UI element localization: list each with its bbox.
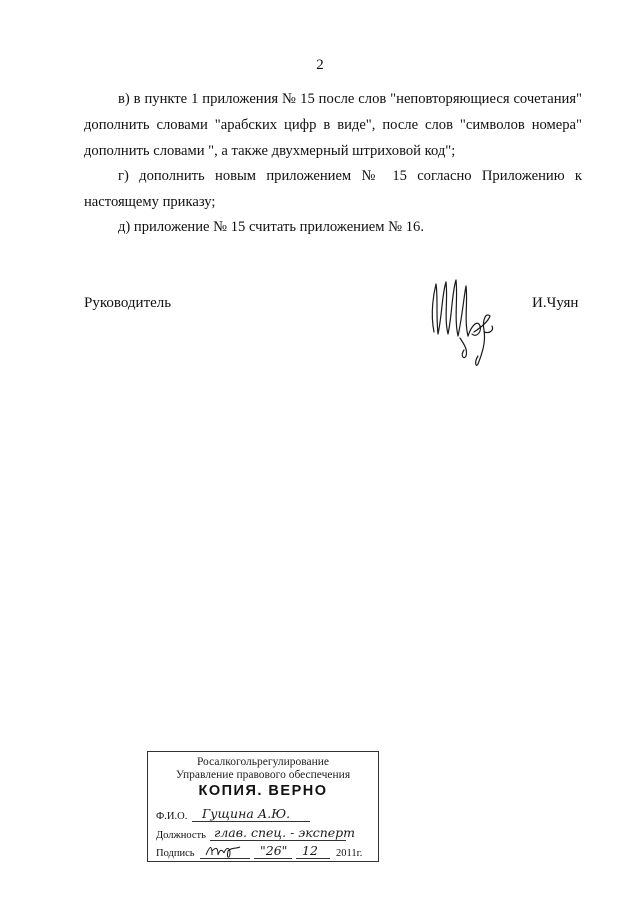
stamp-position-value: глав. спец. - эксперт: [214, 825, 356, 840]
handwritten-signature: [420, 272, 502, 370]
paragraph-d: [84, 214, 582, 240]
stamp-date-month: 12: [302, 843, 318, 858]
stamp-org-line1: Росалкогольрегулирование: [196, 756, 330, 768]
stamp-heading: КОПИЯ. ВЕРНО: [198, 783, 328, 799]
stamp-sign-label: Подпись: [156, 848, 195, 859]
paragraph-d-text: д) приложение № 15 считать приложением № 16.: [118, 219, 424, 235]
paragraph-g: [84, 163, 582, 215]
stamp-date-day: "26": [260, 843, 288, 858]
stamp-org-line2: Управление правового обеспечения: [175, 769, 351, 781]
paragraph-v: [84, 86, 582, 164]
stamp-month-underline: [296, 858, 330, 859]
signer-name: И.Чуян: [532, 295, 579, 311]
stamp-year-suffix: г.: [356, 848, 363, 859]
stamp-fio-value: Гущина А.Ю.: [202, 806, 291, 821]
stamp-fio-label: Ф.И.О.: [156, 811, 188, 822]
stamp-handwritten-initials: [204, 841, 244, 861]
stamp-fio-row: [156, 806, 372, 824]
page-number: 2: [316, 57, 324, 73]
signer-title: Руководитель: [84, 295, 172, 311]
stamp-year: [336, 848, 362, 859]
stamp-day-underline: [254, 858, 292, 859]
stamp-signature-row: [156, 843, 372, 861]
stamp-fio-underline: [192, 821, 310, 822]
paragraph-v-text: в) в пункте 1 приложения № 15 после слов "неповторяющиеся сочетания" дополнить словами "арабских цифр в виде", после слов "символов номера" дополнить словами ", а также двухмерный штриховой код";: [84, 91, 582, 159]
certified-copy-stamp: [147, 751, 379, 862]
paragraph-g-text: г) дополнить новым приложением № 15 согласно Приложению к настоящему приказу;: [84, 168, 582, 210]
stamp-year-prefix: 2011: [336, 848, 357, 859]
stamp-position-row: [156, 825, 372, 843]
stamp-position-label: Должность: [156, 830, 206, 841]
